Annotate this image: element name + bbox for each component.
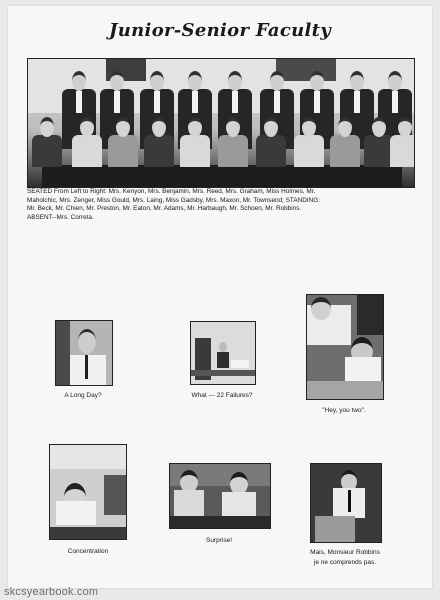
snapshot-caption: Surprise!: [205, 537, 232, 544]
snapshot-failures: [190, 321, 256, 385]
caption-line: ABSENT--Mrs. Correta.: [27, 213, 94, 221]
faculty-group-photo: [27, 58, 415, 188]
flag-right: [276, 59, 336, 81]
snapshot-monsieur-robbins: [310, 463, 382, 543]
snapshot-surprise: [169, 463, 271, 529]
snapshot-concentration: [49, 444, 127, 540]
snapshot-hey-you-two: [306, 294, 384, 400]
caption-line: Mr. Beck, Mr. Chien, Mr. Preston, Mr. Eaton, Mr. Adams, Mr. Harbaugh, Mr. Schoen, Mr. Robbins.: [27, 205, 302, 212]
snapshot-caption: A Long Day?: [64, 392, 102, 399]
photo-table: [42, 165, 402, 187]
snapshot-caption: What --- 22 Failures?: [191, 392, 253, 399]
snapshot-caption: Concentration: [67, 548, 109, 555]
page-title: Junior-Senior Faculty: [108, 20, 332, 41]
snapshot-caption: je ne comprends pas.: [313, 559, 377, 566]
site-watermark: skcsyearbook.com: [4, 586, 99, 598]
snapshot-long-day: [55, 320, 113, 386]
caption-line: Maholchic, Mrs. Zenger, Miss Gould, Mrs. Laing, Miss Gadsby, Mrs. Maxon, Mr. Townsend; STANDING:: [27, 196, 320, 204]
snapshot-caption: Mais, Monsieur Robbins: [310, 549, 380, 556]
caption-line: SEATED From Left to Right: Mrs. Kenyon, Mrs. Benjamin, Mrs. Reed, Mrs. Graham, Miss Holmes, Mr.: [27, 188, 316, 195]
group-photo-caption: [27, 188, 415, 222]
snapshot-caption: "Hey, you two".: [322, 407, 366, 414]
